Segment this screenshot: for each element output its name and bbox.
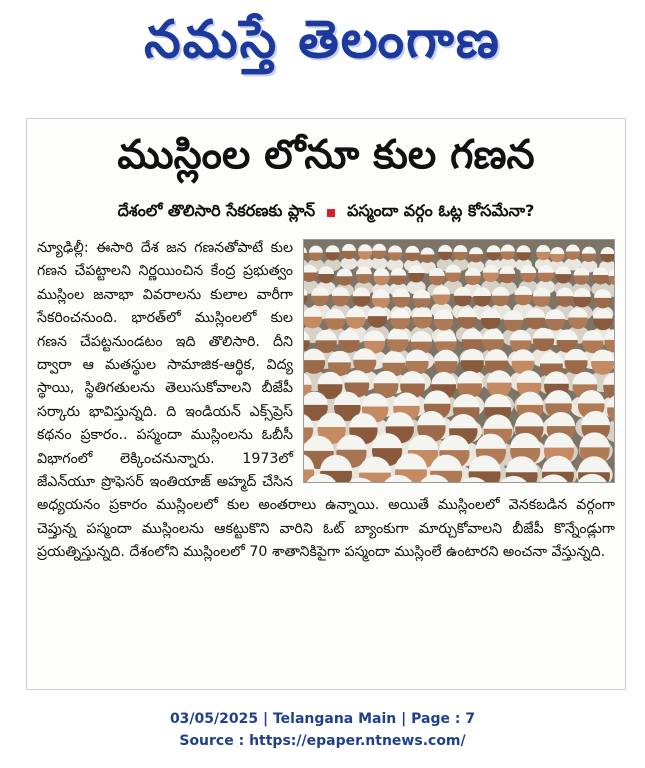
footer-source: Source : https://epaper.ntnews.com/ (179, 733, 466, 749)
newspaper-logo: నమస్తే తెలంగాణ (144, 9, 501, 70)
masthead (0, 0, 645, 92)
footer-meta: 03/05/2025 | Telangana Main | Page : 7 (169, 711, 476, 727)
article-subheads (27, 201, 625, 224)
article-body-text: న్యూఢిల్లీ: ఈసారి దేశ జన గణనతోపాటే కుల గణన చేపట్టాలని నిర్ణయించిన కేంద్ర ప్రభుత్వం ముస్లింల జనాభా వివరాలను కులాల వారీగా సేకరించనుంది. భారత్‌లో ముస్లింలలో కుల గణన చేపట్టనుండటం ఇది తొలిసారి. దీని ద్వారా ఆ మతస్థుల సామాజిక-ఆర్థిక, విద్య స్థాయి, స్థితిగతులను తెలుసుకోవాలని బీజేపీ సర్కారు భావిస్తున్నది. ది ఇండియన్ ఎక్స్‌ప్రెస్ కథనం ప్రకారం.. పస్మందా ముస్లింలను ఓబీసీ విభాగంలో లెక్కించనున్నారు. 1973లో జేఎన్‌యూ ప్రొఫెసర్ ఇంతియాజ్ అహ్మద్ చేసిన అధ్యయనం ప్రకారం ముస్లింలలో కుల అంతరాలు ఉన్నాయి. అయితే ముస్లింలలో వెనకబడిన వర్గంగా చెప్తున్న పస్మందా ముస్లింలను ఆకట్టుకొని వారిని ఓట్ బ్యాంకుగా మార్చుకోవాలని బీజేపీ కొన్నేండ్లుగా ప్రయత్నిస్తున్నది. దేశంలోని ముస్లింలలో 70 శాతానికిపైగా పస్మందా ముస్లింలే ఉంటారని అంచనా వేస్తున్నది. (37, 240, 615, 561)
bullet-square-icon (327, 209, 335, 217)
article-body-container (37, 237, 615, 677)
footer (0, 708, 645, 752)
article-headline: ముస్లింల లోనూ కుల గణన (117, 132, 535, 178)
subhead-1: దేశంలో తొలిసారి సేకరణకు ప్లాన్ (117, 201, 316, 220)
crowd-illustration (304, 240, 614, 482)
subhead-2: పస్మందా వర్గం ఓట్ల కోసమేనా? (347, 201, 535, 220)
crowd-photo (303, 239, 615, 483)
article-clipping (26, 118, 626, 690)
